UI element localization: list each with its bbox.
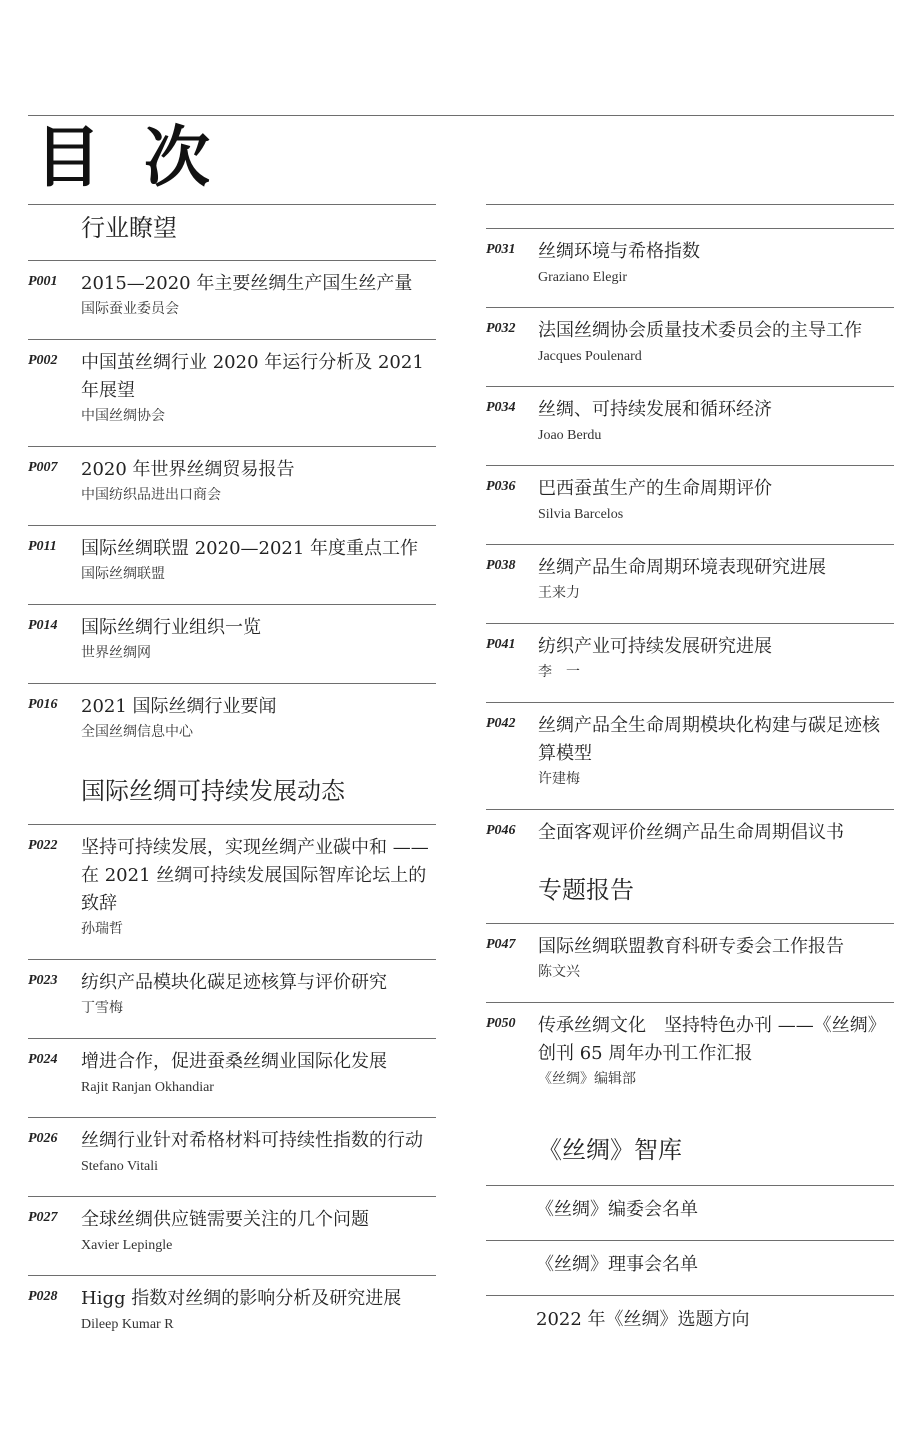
toc-entry[interactable]: [486, 702, 894, 809]
page-number: P042: [486, 716, 516, 731]
toc-entry[interactable]: [28, 339, 436, 446]
entry-author: 丁雪梅: [81, 1001, 123, 1016]
entry-author: Jacques Poulenard: [538, 349, 642, 364]
entry-author: Dileep Kumar R: [81, 1317, 174, 1332]
toc-entry[interactable]: [28, 683, 436, 762]
page-number: P016: [28, 697, 58, 712]
entry-title: 全面客观评价丝绸产品生命周期倡议书: [538, 822, 844, 843]
toc-entry[interactable]: [486, 809, 894, 861]
entry-title: Higg 指数对丝绸的影响分析及研究进展: [81, 1288, 402, 1309]
entry-title: 中国茧丝绸行业 2020 年运行分析及 2021 年展望: [81, 352, 424, 401]
entry-title: 2021 国际丝绸行业要闻: [81, 696, 277, 717]
entry-title: 法国丝绸协会质量技术委员会的主导工作: [538, 320, 862, 341]
toc-entry[interactable]: [28, 260, 436, 339]
toc-entry[interactable]: [28, 604, 436, 683]
page-number: P031: [486, 242, 516, 257]
entry-title: 巴西蚕茧生产的生命周期评价: [538, 478, 772, 499]
think-tank-item[interactable]: 《丝绸》编委会名单: [486, 1185, 894, 1240]
entry-author: 许建梅: [538, 772, 580, 787]
entry-title: 国际丝绸联盟 2020—2021 年度重点工作: [81, 538, 419, 559]
page-number: P002: [28, 353, 58, 368]
entry-title: 纺织产品模块化碳足迹核算与评价研究: [81, 972, 387, 993]
entry-author: 中国纺织品进出口商会: [81, 488, 221, 503]
page-number: P011: [28, 539, 57, 554]
entry-author: Joao Berdu: [538, 428, 602, 443]
toc-entry[interactable]: [486, 307, 894, 386]
toc-entry[interactable]: [28, 525, 436, 604]
toc-entry[interactable]: [486, 465, 894, 544]
entry-author: 李 一: [538, 665, 580, 680]
toc-entry[interactable]: [28, 959, 436, 1038]
entry-title: 全球丝绸供应链需要关注的几个问题: [81, 1209, 369, 1230]
entry-title: 国际丝绸行业组织一览: [81, 617, 261, 638]
entry-author: Stefano Vitali: [81, 1159, 159, 1174]
entry-author: 《丝绸》编辑部: [538, 1072, 636, 1087]
entry-author: 孙瑞哲: [81, 922, 123, 937]
section-heading-special-reports: 专题报告: [538, 876, 634, 904]
page-number: P026: [28, 1131, 58, 1146]
page-number: P007: [28, 460, 58, 475]
think-tank-item[interactable]: 2022 年《丝绸》选题方向: [486, 1295, 894, 1350]
entry-author: 王来力: [538, 586, 580, 601]
entry-author: Rajit Ranjan Okhandiar: [81, 1080, 214, 1095]
entry-author: Silvia Barcelos: [538, 507, 624, 522]
entry-author: 中国丝绸协会: [81, 409, 165, 424]
toc-entry[interactable]: [28, 1196, 436, 1275]
toc-entry[interactable]: [486, 386, 894, 465]
right-column: [486, 228, 894, 1350]
entry-author: 国际丝绸联盟: [81, 567, 165, 582]
entry-author: Xavier Lepingle: [81, 1238, 173, 1253]
entry-author: Graziano Elegir: [538, 270, 628, 285]
top-rule: [28, 115, 894, 116]
page-title: 目 次: [35, 119, 220, 196]
entry-title: 丝绸产品全生命周期模块化构建与碳足迹核算模型: [538, 715, 880, 764]
entry-author: 陈文兴: [538, 965, 580, 980]
toc-entry[interactable]: [28, 824, 436, 959]
entry-title: 国际丝绸联盟教育科研专委会工作报告: [538, 936, 844, 957]
page-number: P034: [486, 400, 516, 415]
title-underline-right: [486, 204, 894, 205]
page-number: P047: [486, 937, 516, 952]
entry-title: 纺织产业可持续发展研究进展: [538, 636, 772, 657]
entry-title: 2015—2020 年主要丝绸生产国生丝产量: [81, 273, 413, 294]
section-heading-sustainability: 国际丝绸可持续发展动态: [81, 777, 345, 805]
left-column: [28, 204, 436, 1354]
page-number: P041: [486, 637, 516, 652]
entry-title: 丝绸、可持续发展和循环经济: [538, 399, 772, 420]
entry-title: 丝绸行业针对希格材料可持续性指数的行动: [81, 1130, 423, 1151]
entry-author: 世界丝绸网: [81, 646, 151, 661]
toc-entry[interactable]: [486, 228, 894, 307]
page-number: P027: [28, 1210, 58, 1225]
section-heading-industry-outlook: 行业瞭望: [28, 204, 436, 260]
entry-title: 丝绸环境与希格指数: [538, 241, 700, 262]
section-heading-think-tank: 《丝绸》智库: [538, 1136, 682, 1164]
entry-author: 全国丝绸信息中心: [81, 725, 193, 740]
entry-title: 增进合作，促进蚕桑丝绸业国际化发展: [81, 1051, 387, 1072]
page-number: P038: [486, 558, 516, 573]
toc-entry[interactable]: [28, 1117, 436, 1196]
page-number: P022: [28, 838, 58, 853]
toc-entry[interactable]: [28, 446, 436, 525]
page-number: P046: [486, 823, 516, 838]
think-tank-item[interactable]: 《丝绸》理事会名单: [486, 1240, 894, 1295]
toc-entry[interactable]: [486, 923, 894, 1002]
entry-title: 2020 年世界丝绸贸易报告: [81, 459, 295, 480]
entry-author: 国际蚕业委员会: [81, 302, 179, 317]
page-number: P014: [28, 618, 58, 633]
entry-title: 坚持可持续发展，实现丝绸产业碳中和 ——在 2021 丝绸可持续发展国际智库论坛上的致辞: [81, 837, 429, 914]
entry-title: 传承丝绸文化 坚持特色办刊 ——《丝绸》创刊 65 周年办刊工作汇报: [538, 1015, 886, 1064]
toc-entry[interactable]: [486, 623, 894, 702]
page-number: P032: [486, 321, 516, 336]
toc-entry[interactable]: [28, 1038, 436, 1117]
page-number: P036: [486, 479, 516, 494]
entry-title: 丝绸产品生命周期环境表现研究进展: [538, 557, 826, 578]
page-number: P050: [486, 1016, 516, 1031]
page-number: P028: [28, 1289, 58, 1304]
toc-entry[interactable]: [486, 544, 894, 623]
toc-entry[interactable]: [486, 1002, 894, 1109]
page-number: P001: [28, 274, 58, 289]
page-number: P023: [28, 973, 58, 988]
page-number: P024: [28, 1052, 58, 1067]
toc-entry[interactable]: [28, 1275, 436, 1354]
